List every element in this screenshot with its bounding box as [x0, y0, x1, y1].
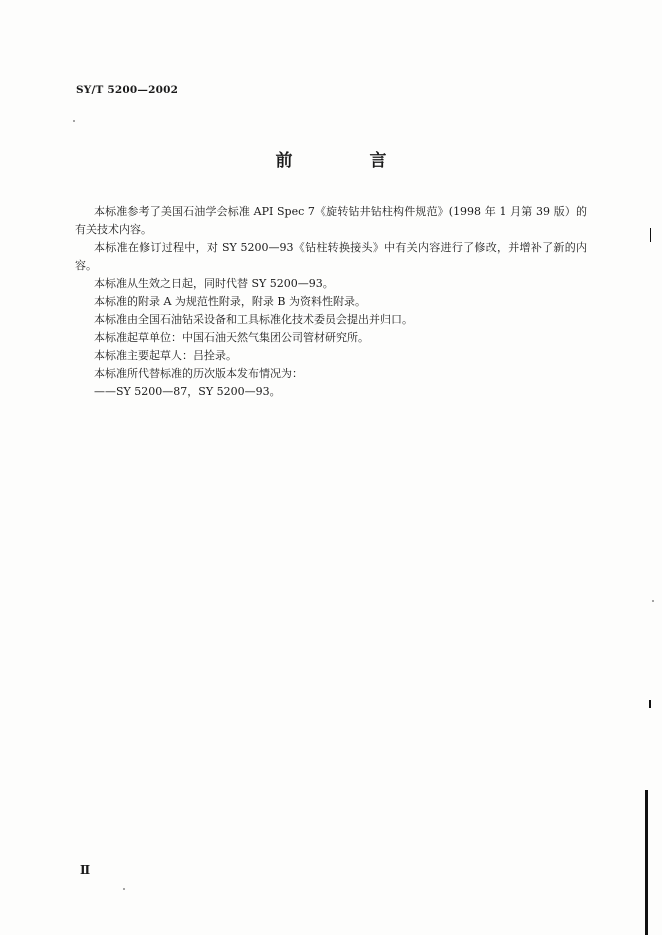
- paragraph-reference: 本标准参考了美国石油学会标准 API Spec 7《旋转钻井钻柱构件规范》(1998 年 1 月第 39 版）的有关技术内容。: [75, 205, 587, 236]
- paragraph-supersedes: 本标准从生效之日起，同时代替 SY 5200—93。: [94, 277, 334, 290]
- paragraph-history-list: ——SY 5200—87，SY 5200—93。: [94, 385, 281, 398]
- paragraph-annexes: 本标准的附录 A 为规范性附录，附录 B 为资料性附录。: [94, 295, 367, 308]
- scan-speck: [652, 600, 654, 602]
- paragraph-proposer: 本标准由全国石油钻采设备和工具标准化技术委员会提出并归口。: [94, 313, 413, 326]
- scan-edge-mark: [645, 790, 648, 935]
- scan-edge-mark: [649, 700, 651, 708]
- standard-code: SY/T 5200—2002: [76, 84, 179, 96]
- page-title: 前 言: [275, 151, 417, 171]
- scan-edge-mark: [650, 228, 651, 242]
- scan-speck: [123, 888, 125, 890]
- paragraph-revision: 本标准在修订过程中，对 SY 5200—93《钻柱转换接头》中有关内容进行了修改，并增补了新的内容。: [75, 241, 587, 272]
- paragraph-drafting-unit: 本标准起草单位：中国石油天然气集团公司管材研究所。: [94, 331, 369, 344]
- paragraph-history-intro: 本标准所代替标准的历次版本发布情况为：: [94, 367, 303, 380]
- page-number: Ⅱ: [80, 863, 91, 877]
- scan-speck: [73, 120, 75, 122]
- paragraph-drafter: 本标准主要起草人：吕拴录。: [94, 349, 237, 362]
- foreword-body: [75, 203, 587, 401]
